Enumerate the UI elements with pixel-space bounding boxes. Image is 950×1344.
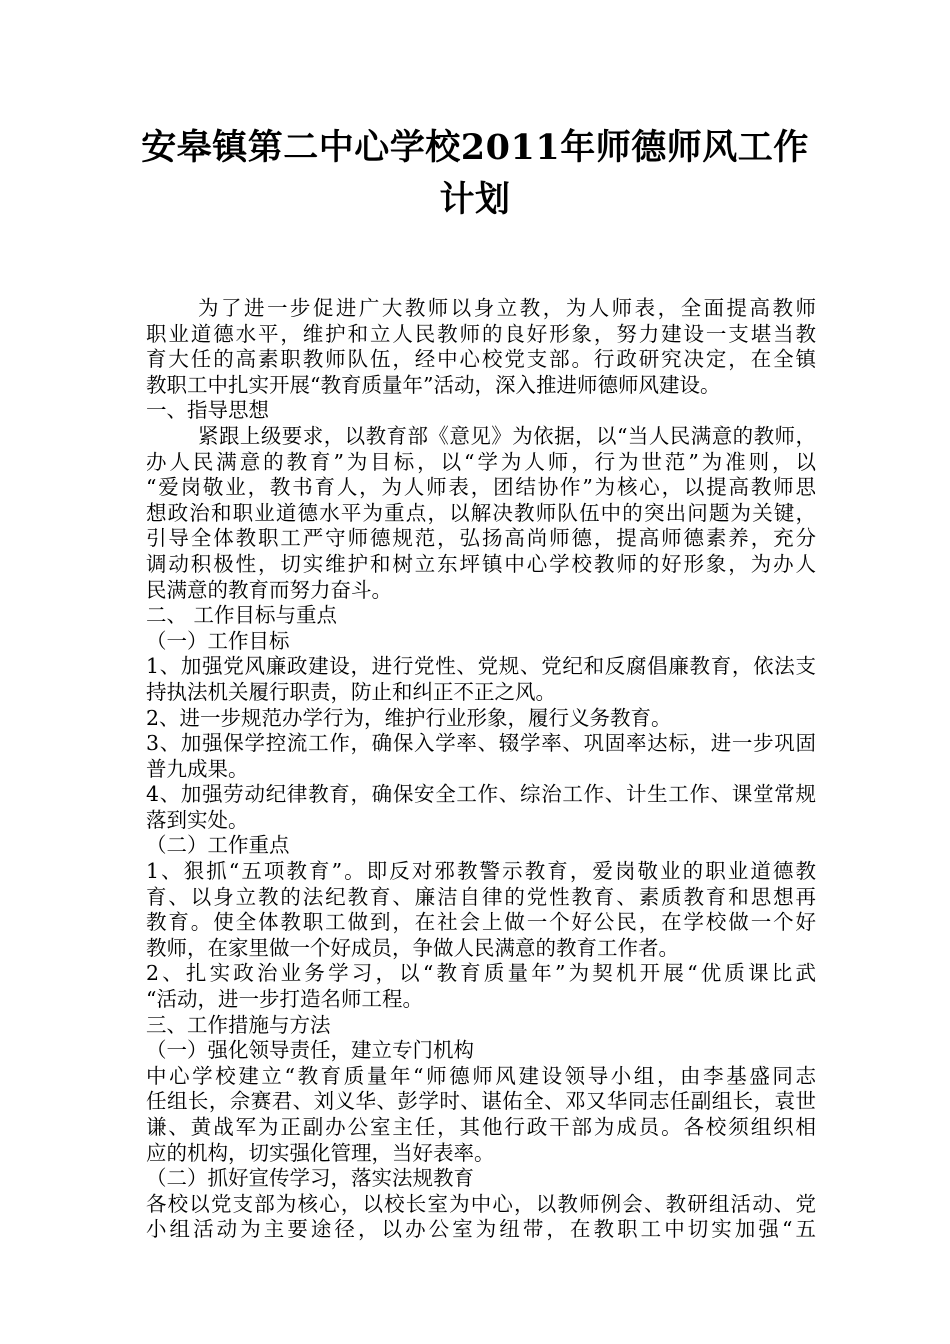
- paragraph-line: “活动，进一步打造名师工程。: [146, 987, 423, 1012]
- paragraph-line: 想政治和职业道德水平为重点，以解决教师队伍中的突出问题为关键，: [146, 500, 816, 525]
- paragraph-line: 4、加强劳动纪律教育，确保安全工作、综治工作、计生工作、课堂常规: [146, 782, 816, 807]
- paragraph-line: 2、扎实政治业务学习，以“教育质量年”为契机开展“优质课比武: [146, 961, 816, 986]
- paragraph-line: 2、进一步规范办学行为，维护行业形象，履行义务教育。: [146, 705, 672, 730]
- paragraph-line: 持执法机关履行职责，防止和纠正不正之风。: [146, 679, 556, 704]
- title-line-2: 计划: [439, 179, 511, 220]
- paragraph-line: （二）抓好宣传学习，落实法规教育: [146, 1166, 474, 1191]
- paragraph-line: 任组长，佘赛君、刘义华、彭学时、谌佑全、邓又华同志任副组长，袁世: [146, 1089, 816, 1114]
- paragraph-line: 3、加强保学控流工作，确保入学率、辍学率、巩固率达标，进一步巩固: [146, 731, 816, 756]
- paragraph-line: 1、加强党风廉政建设，进行党性、党规、党纪和反腐倡廉教育，依法支: [146, 654, 816, 679]
- paragraph-line: 教师，在家里做一个好成员，争做人民满意的教育工作者。: [146, 935, 679, 960]
- document-title: [120, 122, 830, 226]
- paragraph-line: 办人民满意的教育”为目标，以“学为人师，行为世范”为准则，以: [146, 449, 816, 474]
- paragraph-line: 教职工中扎实开展“教育质量年”活动，深入推进师德师风建设。: [146, 372, 721, 397]
- paragraph-line: 1、狠抓“五项教育”。即反对邪教警示教育，爱岗敬业的职业道德教: [146, 859, 816, 884]
- paragraph-line: 育大任的高素职教师队伍，经中心校党支部。行政研究决定，在全镇: [146, 347, 816, 372]
- paragraph-line: 谦、黄战军为正副办公室主任，其他行政干部为成员。各校须组织相: [146, 1115, 816, 1139]
- paragraph-line: 职业道德水平，维护和立人民教师的良好形象，努力建设一支堪当教: [146, 321, 816, 346]
- paragraph-line: 民满意的教育而努力奋斗。: [146, 577, 392, 602]
- paragraph-line: 为了进一步促进广大教师以身立教，为人师表，全面提高教师: [198, 296, 816, 320]
- paragraph-line: 小组活动为主要途径，以办公室为纽带，在教职工中切实加强“五: [146, 1217, 816, 1242]
- paragraph-line: 二、 工作目标与重点: [146, 603, 338, 628]
- paragraph-line: 一、指导思想: [146, 398, 269, 423]
- paragraph-line: 教育。使全体教职工做到，在社会上做一个好公民，在学校做一个好: [146, 910, 816, 935]
- paragraph-line: 普九成果。: [146, 756, 249, 781]
- paragraph-line: （一）强化领导责任，建立专门机构: [146, 1038, 474, 1063]
- paragraph-line: 中心学校建立“教育质量年“师德师风建设领导小组，由李基盛同志: [146, 1063, 816, 1088]
- paragraph-line: 应的机构，切实强化管理，当好表率。: [146, 1140, 495, 1165]
- paragraph-line: “爱岗敬业，教书育人，为人师表，团结协作”为核心，以提高教师思: [146, 475, 816, 500]
- paragraph-line: 各校以党支部为核心，以校长室为中心，以教师例会、教研组活动、党: [146, 1191, 816, 1216]
- paragraph-line: 引导全体教职工严守师德规范，弘扬高尚师德，提高师德素养，充分: [146, 526, 816, 551]
- paragraph-line: 落到实处。: [146, 807, 249, 832]
- paragraph-line: 紧跟上级要求，以教育部《意见》为依据，以“当人民满意的教师，: [198, 423, 816, 448]
- paragraph-line: 育、以身立教的法纪教育、廉洁自律的党性教育、素质教育和思想再: [146, 884, 816, 909]
- paragraph-line: 调动积极性，切实维护和树立东坪镇中心学校教师的好形象，为办人: [146, 551, 816, 576]
- title-line-1: 安皋镇第二中心学校2011年师德师风工作: [141, 127, 809, 168]
- document-body: [146, 296, 816, 1243]
- paragraph-line: 三、工作措施与方法: [146, 1012, 331, 1037]
- paragraph-line: （一）工作目标: [146, 628, 290, 653]
- paragraph-line: （二）工作重点: [146, 833, 290, 858]
